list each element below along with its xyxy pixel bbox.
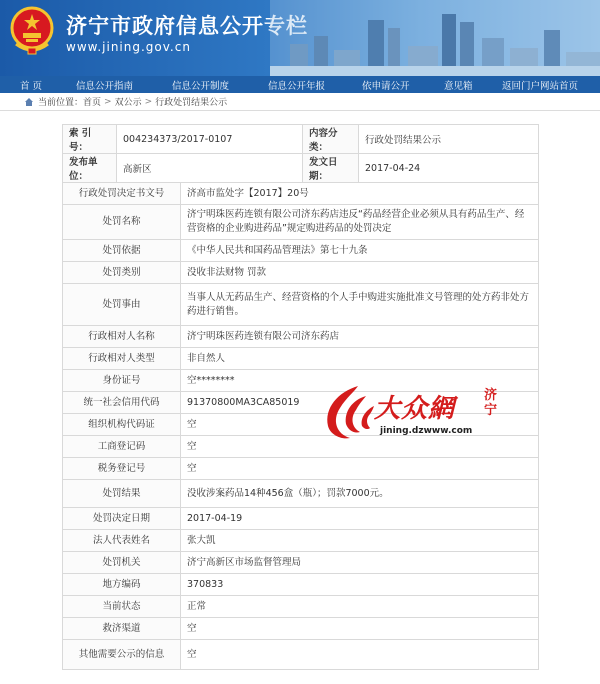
table-row bbox=[63, 596, 539, 618]
dzwww-watermark bbox=[318, 382, 528, 446]
table-row bbox=[63, 262, 539, 284]
home-icon bbox=[24, 97, 34, 107]
issue-date-label: 发文日期： bbox=[303, 154, 359, 183]
nav-item-portal-home[interactable]: 返回门户网站首页 bbox=[502, 80, 579, 92]
field-label: 救济渠道 bbox=[63, 618, 181, 640]
field-value: 空 bbox=[181, 618, 539, 640]
field-value: 空 bbox=[181, 640, 539, 670]
field-value: 非自然人 bbox=[181, 348, 539, 370]
site-header bbox=[0, 0, 600, 76]
site-title: 济宁市政府信息公开专栏 bbox=[66, 14, 308, 38]
table-row bbox=[63, 240, 539, 262]
field-label: 组织机构代码证 bbox=[63, 414, 181, 436]
watermark-city: 济宁 bbox=[484, 388, 498, 418]
category-label: 内容分类： bbox=[303, 125, 359, 154]
publisher-label: 发布单位： bbox=[63, 154, 117, 183]
field-label: 行政处罚决定书文号 bbox=[63, 183, 181, 205]
watermark-brand: 大众網 bbox=[374, 394, 456, 424]
field-value: 370833 bbox=[181, 574, 539, 596]
category-value: 行政处罚结果公示 bbox=[359, 125, 539, 154]
table-row bbox=[63, 574, 539, 596]
nav-item-guide[interactable]: 信息公开指南 bbox=[76, 80, 134, 92]
field-value: 空 bbox=[181, 458, 539, 480]
breadcrumb-separator: > bbox=[144, 96, 153, 107]
breadcrumb-prefix: 当前位置： bbox=[38, 98, 84, 108]
field-label: 其他需要公示的信息 bbox=[63, 640, 181, 670]
table-row bbox=[63, 284, 539, 326]
field-value: 济高市监处字【2017】20号 bbox=[181, 183, 539, 205]
field-label: 处罚名称 bbox=[63, 205, 181, 240]
table-row bbox=[63, 458, 539, 480]
field-value: 空 bbox=[181, 414, 539, 436]
site-url: www.jining.gov.cn bbox=[66, 40, 191, 54]
field-label: 行政相对人名称 bbox=[63, 326, 181, 348]
field-label: 处罚事由 bbox=[63, 284, 181, 326]
field-label: 行政相对人类型 bbox=[63, 348, 181, 370]
breadcrumb-home[interactable]: 首页 bbox=[83, 98, 102, 108]
field-label: 法人代表姓名 bbox=[63, 530, 181, 552]
index-number-value: 004234373/2017-0107 bbox=[117, 125, 303, 154]
field-label: 处罚决定日期 bbox=[63, 508, 181, 530]
field-label: 处罚类别 bbox=[63, 262, 181, 284]
field-value: 济宁高新区市场监督管理局 bbox=[181, 552, 539, 574]
field-label: 处罚机关 bbox=[63, 552, 181, 574]
document-info-table bbox=[62, 124, 539, 183]
breadcrumb-separator: > bbox=[104, 96, 112, 107]
breadcrumb-public-disclosure[interactable]: 双公示 bbox=[114, 98, 142, 108]
flame-logo-icon bbox=[318, 382, 380, 442]
field-label: 地方编码 bbox=[63, 574, 181, 596]
field-value: 没收非法财物 罚款 bbox=[181, 262, 539, 284]
nav-item-suggestion-box[interactable]: 意见箱 bbox=[444, 80, 473, 92]
main-nav bbox=[0, 76, 600, 93]
field-value: 当事人从无药品生产、经营资格的个人手中购进实施批准文号管理的处方药非处方药进行销售。 bbox=[181, 284, 539, 326]
breadcrumb-current-page[interactable]: 行政处罚结果公示 bbox=[155, 98, 228, 108]
field-value: 2017-04-19 bbox=[181, 508, 539, 530]
field-value: 空******** bbox=[181, 370, 539, 392]
info-row bbox=[63, 125, 539, 154]
field-value: 没收涉案药品14种456盒（瓶）；罚款7000元。 bbox=[181, 480, 539, 508]
index-number-label: 索 引 号： bbox=[63, 125, 117, 154]
table-row bbox=[63, 480, 539, 508]
issue-date-value: 2017-04-24 bbox=[359, 154, 539, 183]
field-value: 空 bbox=[181, 436, 539, 458]
watermark-site: jining.dzwww.com bbox=[380, 426, 473, 436]
field-label: 工商登记码 bbox=[63, 436, 181, 458]
table-row bbox=[63, 530, 539, 552]
publisher-value: 高新区 bbox=[117, 154, 303, 183]
field-label: 统一社会信用代码 bbox=[63, 392, 181, 414]
table-row bbox=[63, 348, 539, 370]
field-value: 91370800MA3CA85019 bbox=[181, 392, 539, 414]
field-label: 处罚结果 bbox=[63, 480, 181, 508]
breadcrumb bbox=[0, 93, 600, 111]
info-row bbox=[63, 154, 539, 183]
table-row bbox=[63, 183, 539, 205]
table-row bbox=[63, 508, 539, 530]
field-value: 《中华人民共和国药品管理法》第七十九条 bbox=[181, 240, 539, 262]
field-label: 税务登记号 bbox=[63, 458, 181, 480]
field-label: 当前状态 bbox=[63, 596, 181, 618]
field-value: 济宁明珠医药连锁有限公司济东药店违反“药品经营企业必须从具有药品生产、经营资格的企业购进药品”规定购进药品的处罚决定 bbox=[181, 205, 539, 240]
table-row bbox=[63, 618, 539, 640]
table-row bbox=[63, 640, 539, 670]
nav-item-system[interactable]: 信息公开制度 bbox=[172, 80, 230, 92]
field-value: 张大凯 bbox=[181, 530, 539, 552]
nav-item-annual-report[interactable]: 信息公开年报 bbox=[268, 80, 326, 92]
table-row bbox=[63, 326, 539, 348]
field-label: 处罚依据 bbox=[63, 240, 181, 262]
field-label: 身份证号 bbox=[63, 370, 181, 392]
city-skyline-image bbox=[270, 0, 600, 76]
nav-item-apply[interactable]: 依申请公开 bbox=[362, 80, 410, 92]
table-row bbox=[63, 205, 539, 240]
field-value: 济宁明珠医药连锁有限公司济东药店 bbox=[181, 326, 539, 348]
nav-item-home[interactable]: 首 页 bbox=[20, 80, 43, 92]
national-emblem-icon bbox=[10, 6, 54, 56]
table-row bbox=[63, 552, 539, 574]
field-value: 正常 bbox=[181, 596, 539, 618]
